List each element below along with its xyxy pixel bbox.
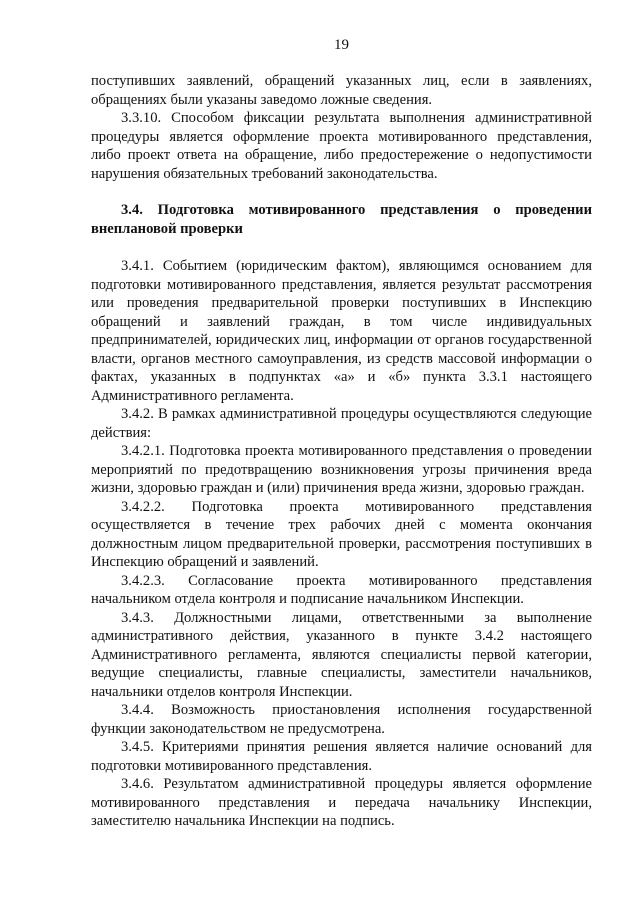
paragraph-3-4-2: 3.4.2. В рамках административной процедуры осуществляются следующие действия: xyxy=(91,406,592,441)
paragraph-continuation: поступивших заявлений, обращений указанных лиц, если в заявлениях, обращениях были указаны заведомо ложные сведения. xyxy=(91,73,592,108)
paragraph-3-4-2-3: 3.4.2.3. Согласование проекта мотивированного представления начальником отдела контроля и подписание начальником Инспекции. xyxy=(91,572,592,607)
paragraph-3-4-2-2: 3.4.2.2. Подготовка проекта мотивированного представления осуществляется в течение трех рабочих дней с момента окончания должностным лицом предварительной проверки, рассмотрения поступивших в Инспекцию обращений и заявлений. xyxy=(91,498,592,570)
paragraph-3-4-2-1: 3.4.2.1. Подготовка проекта мотивированного представления о проведении мероприятий по предотвращению возникновения угрозы причинения вреда жизни, здоровью граждан и (или) причинения вреда жизни, здоровью граждан. xyxy=(91,443,592,496)
section-heading-3-4: 3.4. Подготовка мотивированного представления о проведении внеплановой проверки xyxy=(91,202,592,237)
paragraph-3-4-4: 3.4.4. Возможность приостановления исполнения государственной функции законодательством не предусмотрена. xyxy=(91,702,592,737)
paragraph-3-4-1: 3.4.1. Событием (юридическим фактом), являющимся основанием для подготовки мотивированного представления, является результат рассмотрения или проведения предварительной проверки поступивших в Инспекцию обращений и заявлений граждан, в том числе индивидуальных предпринимателей, юридических лиц, информации от органов государственной власти, органов местного самоуправления, из средств массовой информации о фактах, указанных в подпунктах «а» и «б» пункта 3.3.1 настоящего Административного регламента. xyxy=(91,258,592,404)
spacer xyxy=(91,183,592,201)
paragraph-3-3-10: 3.3.10. Способом фиксации результата выполнения административной процедуры является оформление проекта мотивированного представления, либо проект ответа на обращение, либо предостережение о недопустимости нарушения обязательных требований законодательства. xyxy=(91,110,592,182)
paragraph-3-4-5: 3.4.5. Критериями принятия решения является наличие оснований для подготовки мотивированного представления. xyxy=(91,739,592,774)
spacer xyxy=(91,238,592,257)
paragraph-3-4-3: 3.4.3. Должностными лицами, ответственными за выполнение административного действия, указанного в пункте 3.4.2 настоящего Административного регламента, являются специалисты первой категории, ведущие специалисты, главные специалисты, заместители начальников, начальники отделов контроля Инспекции. xyxy=(91,609,592,700)
page-number: 19 xyxy=(334,37,349,53)
paragraph-3-4-6: 3.4.6. Результатом административной процедуры является оформление мотивированного представления и передача начальнику Инспекции, заместителю начальника Инспекции на подпись. xyxy=(91,776,592,829)
